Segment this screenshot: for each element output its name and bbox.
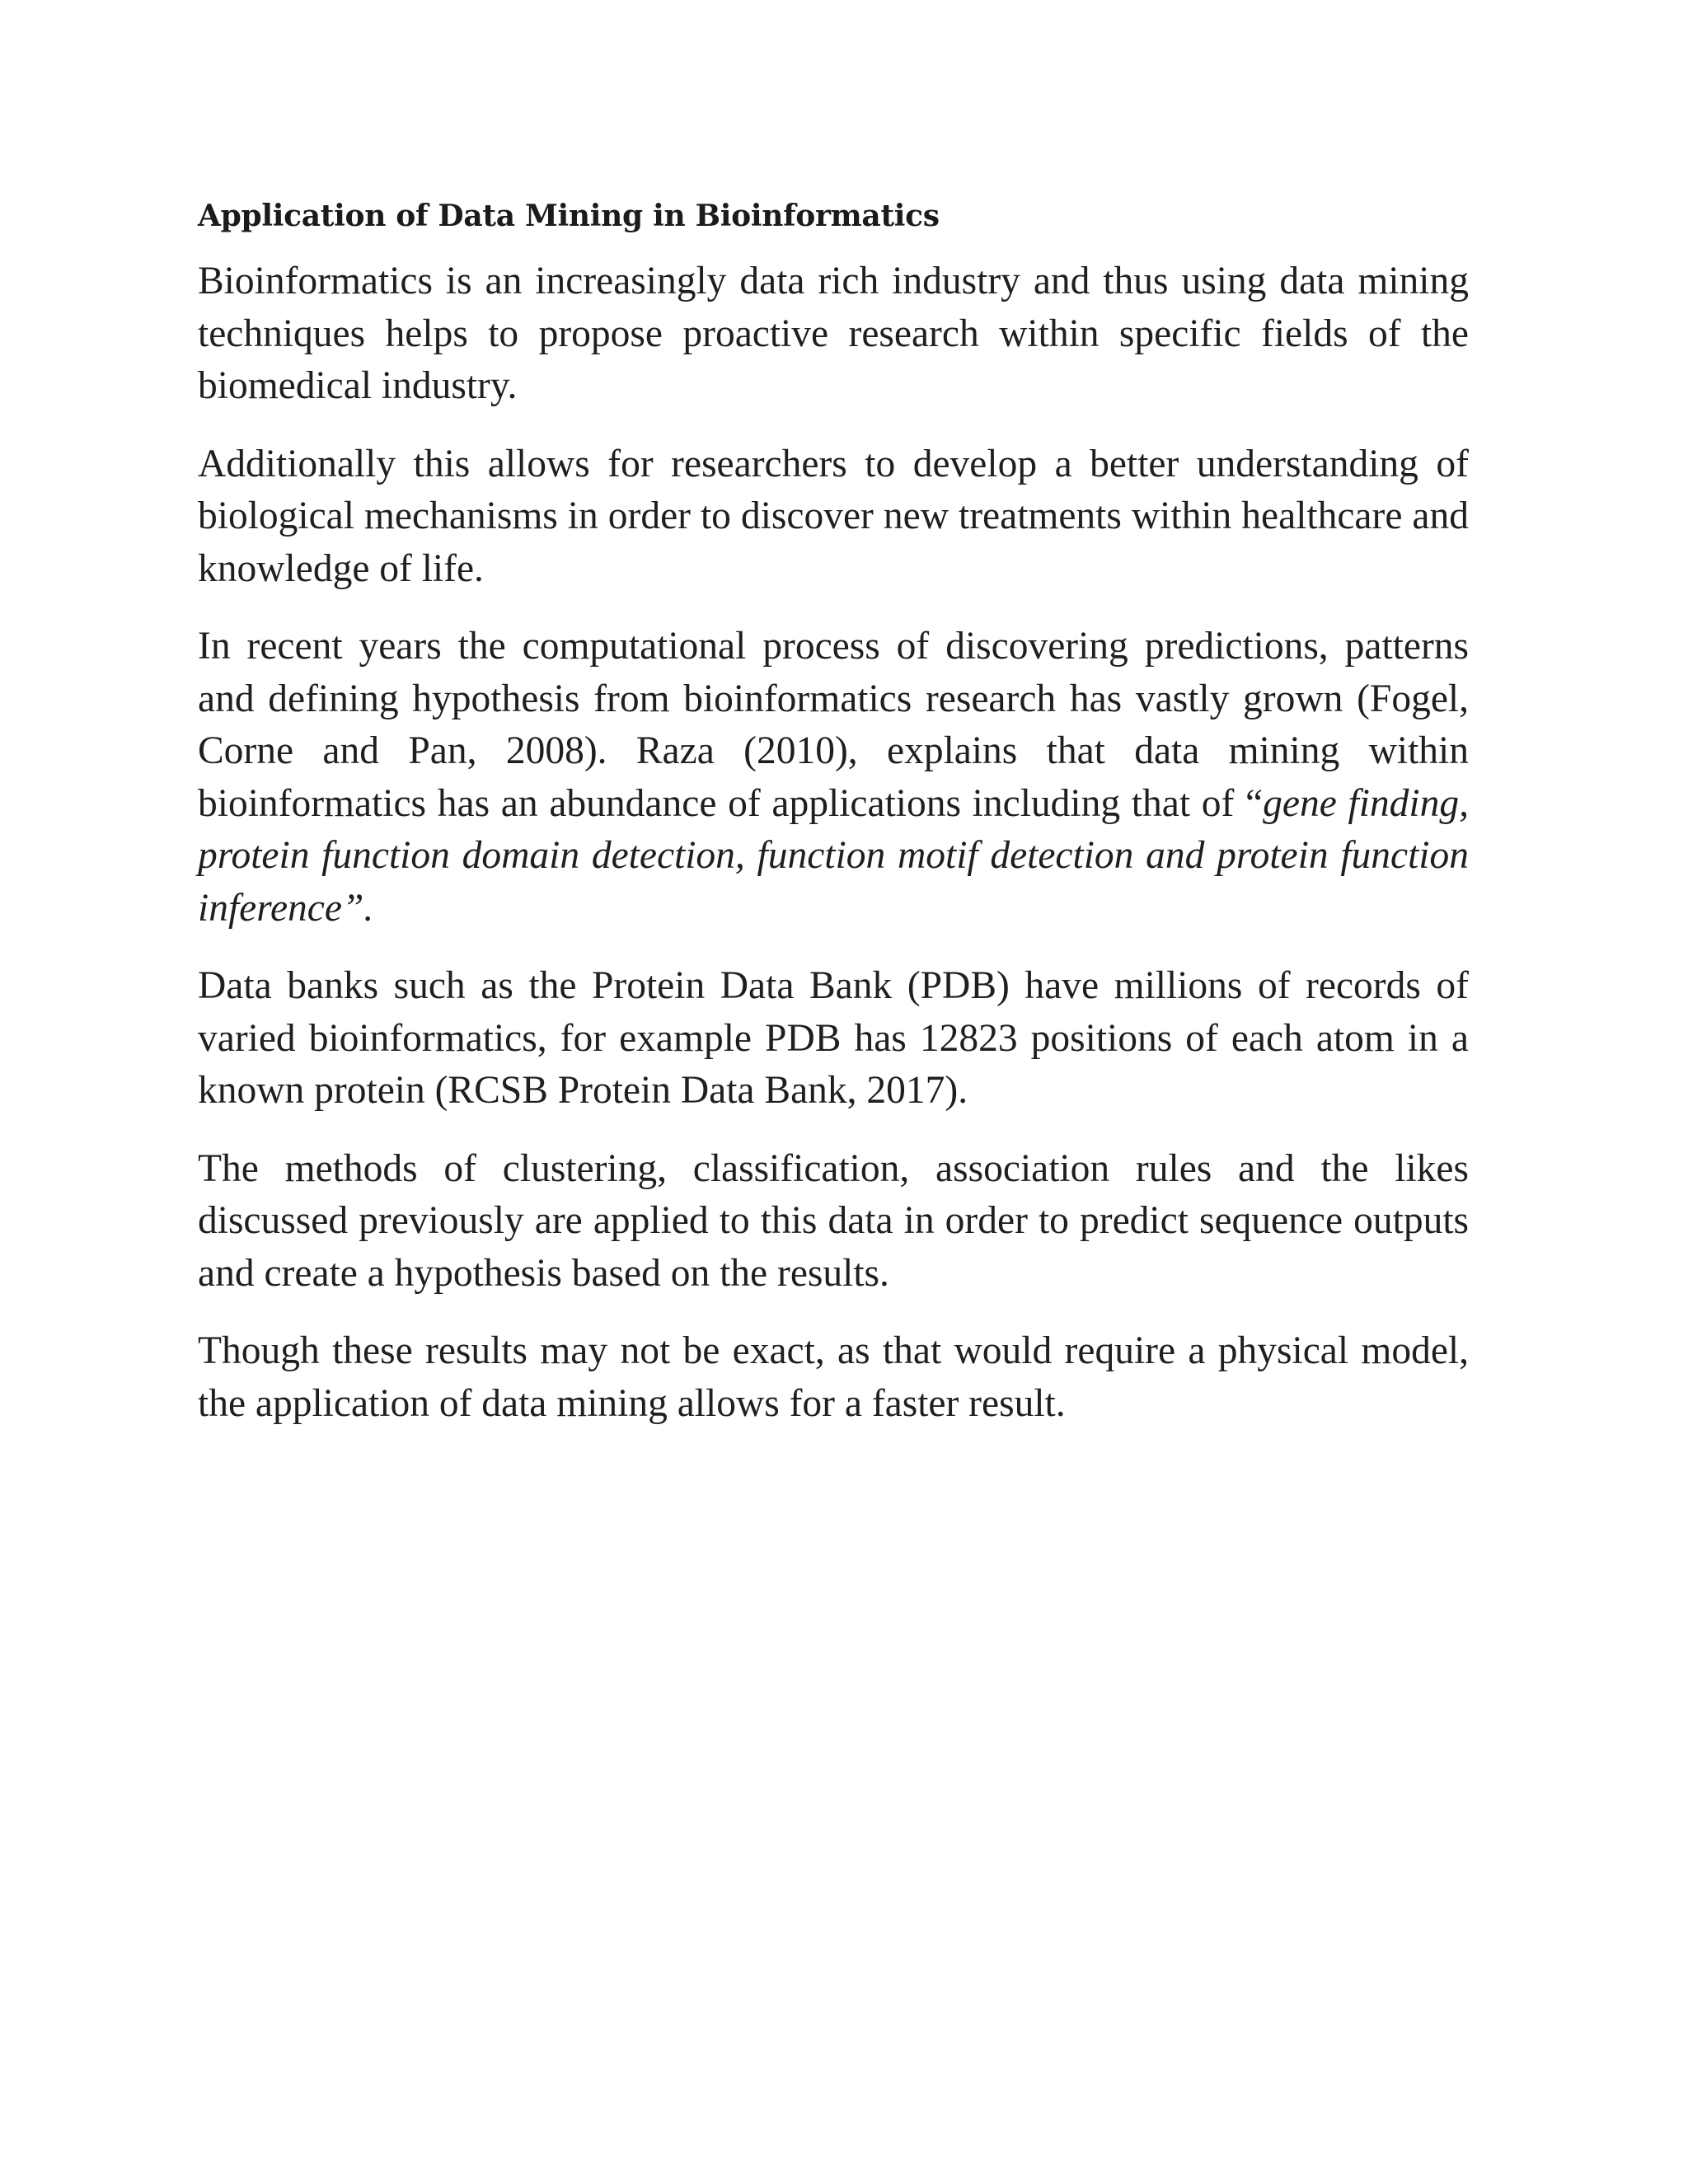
document-body (198, 196, 1469, 1455)
paragraph-intro: Bioinformatics is an increasingly data rich industry and thus using data mining techniques helps to propose proactive research within specific fields of the biomedical industry. (198, 260, 1469, 407)
paragraph-methods: The methods of clustering, classification, association rules and the likes discussed previously are applied to this data in order to predict sequence outputs and create a hypothesis based on the results. (198, 1146, 1469, 1295)
quoted-applications: gene finding, protein function domain detection, function motif detection and protein function inference”. (198, 781, 1469, 930)
paragraph-applications-text: In recent years the computational process of discovering predictions, patterns and defining hypothesis from bioinformatics research has vastly grown (Fogel, Corne and Pan, 2008). Raza (2010), explains that data mining within bioinformatics has an abundance of applications including that of “ (198, 625, 1469, 825)
document-heading: Application of Data Mining in Bioinformatics (198, 199, 940, 233)
paragraph-understanding: Additionally this allows for researchers to develop a better understanding of biological mechanisms in order to discover new treatments within healthcare and knowledge of life. (198, 442, 1469, 590)
paragraph-applications (198, 621, 1469, 935)
paragraph-data-banks: Data banks such as the Protein Data Bank (PDB) have millions of records of varied bioinformatics, for example PDB has 12823 positions of each atom in a known protein (RCSB Protein Data Bank, 2017). (198, 964, 1469, 1112)
paragraph-conclusion: Though these results may not be exact, as that would require a physical model, the application of data mining allows for a faster result. (198, 1329, 1469, 1425)
